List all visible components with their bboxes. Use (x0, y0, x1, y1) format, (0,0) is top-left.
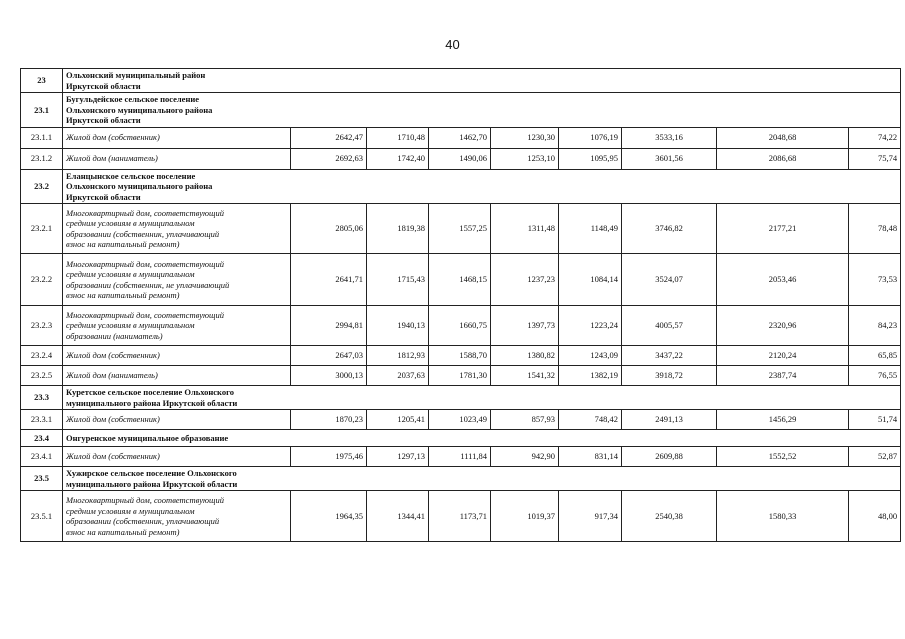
value-cell: 857,93 (491, 410, 559, 430)
value-cell: 1237,23 (491, 254, 559, 306)
value-cell: 2177,21 (717, 204, 849, 254)
value-cell: 2994,81 (291, 306, 367, 346)
section-code: 23.5 (21, 467, 63, 491)
table-row (21, 366, 901, 386)
value-cell: 1812,93 (367, 346, 429, 366)
table-row (21, 148, 901, 169)
value-cell: 1344,41 (367, 491, 429, 542)
value-cell: 1205,41 (367, 410, 429, 430)
value-cell: 4005,57 (622, 306, 717, 346)
value-cell: 2086,68 (717, 148, 849, 169)
table-body (21, 69, 901, 542)
value-cell: 52,87 (849, 447, 901, 467)
value-cell: 78,48 (849, 204, 901, 254)
section-row (21, 169, 901, 204)
value-cell: 3601,56 (622, 148, 717, 169)
value-cell: 1076,19 (559, 127, 622, 148)
value-cell: 2053,46 (717, 254, 849, 306)
value-cell: 1781,30 (429, 366, 491, 386)
table-row (21, 346, 901, 366)
row-description: Жилой дом (наниматель) (63, 148, 291, 169)
section-title: Куретское сельское поселение Ольхонского муниципального района Иркутской области (63, 386, 901, 410)
value-cell: 1253,10 (491, 148, 559, 169)
tariff-table (20, 68, 901, 542)
value-cell: 1230,30 (491, 127, 559, 148)
value-cell: 3524,07 (622, 254, 717, 306)
row-description: Жилой дом (собственник) (63, 346, 291, 366)
table-row (21, 204, 901, 254)
value-cell: 3918,72 (622, 366, 717, 386)
table-row (21, 127, 901, 148)
row-code: 23.2.4 (21, 346, 63, 366)
value-cell: 2647,03 (291, 346, 367, 366)
row-code: 23.5.1 (21, 491, 63, 542)
row-code: 23.2.2 (21, 254, 63, 306)
row-code: 23.2.1 (21, 204, 63, 254)
row-code: 23.2.3 (21, 306, 63, 346)
page-number: 40 (445, 37, 460, 52)
value-cell: 1223,24 (559, 306, 622, 346)
value-cell: 2609,88 (622, 447, 717, 467)
section-title: Онгуренское муниципальное образование (63, 430, 901, 447)
value-cell: 831,14 (559, 447, 622, 467)
table-row (21, 491, 901, 542)
value-cell: 2641,71 (291, 254, 367, 306)
value-cell: 1541,32 (491, 366, 559, 386)
value-cell: 51,74 (849, 410, 901, 430)
value-cell: 2805,06 (291, 204, 367, 254)
value-cell: 2387,74 (717, 366, 849, 386)
value-cell: 3533,16 (622, 127, 717, 148)
value-cell: 65,85 (849, 346, 901, 366)
section-row (21, 93, 901, 128)
value-cell: 1552,52 (717, 447, 849, 467)
section-row (21, 386, 901, 410)
value-cell: 1095,95 (559, 148, 622, 169)
value-cell: 1380,82 (491, 346, 559, 366)
value-cell: 1819,38 (367, 204, 429, 254)
value-cell: 1557,25 (429, 204, 491, 254)
table-row (21, 410, 901, 430)
row-code: 23.4.1 (21, 447, 63, 467)
value-cell: 1111,84 (429, 447, 491, 467)
value-cell: 76,55 (849, 366, 901, 386)
section-code: 23.4 (21, 430, 63, 447)
row-description: Многоквартирный дом, соответствующий средним условиям в муниципальном образовании (наниматель) (63, 306, 291, 346)
row-code: 23.1.2 (21, 148, 63, 169)
table-row (21, 254, 901, 306)
value-cell: 942,90 (491, 447, 559, 467)
row-code: 23.2.5 (21, 366, 63, 386)
value-cell: 1660,75 (429, 306, 491, 346)
value-cell: 1173,71 (429, 491, 491, 542)
value-cell: 1148,49 (559, 204, 622, 254)
value-cell: 84,23 (849, 306, 901, 346)
value-cell: 74,22 (849, 127, 901, 148)
value-cell: 1019,37 (491, 491, 559, 542)
value-cell: 2037,63 (367, 366, 429, 386)
value-cell: 1023,49 (429, 410, 491, 430)
value-cell: 1715,43 (367, 254, 429, 306)
value-cell: 73,53 (849, 254, 901, 306)
value-cell: 1397,73 (491, 306, 559, 346)
value-cell: 1870,23 (291, 410, 367, 430)
value-cell: 1456,29 (717, 410, 849, 430)
section-title: Хужирское сельское поселение Ольхонского муниципального района Иркутской области (63, 467, 901, 491)
value-cell: 1462,70 (429, 127, 491, 148)
value-cell: 1588,70 (429, 346, 491, 366)
section-title: Ольхонский муниципальный район Иркутской области (63, 69, 901, 93)
row-description: Многоквартирный дом, соответствующий средним условиям в муниципальном образовании (собственник, уплачивающий взнос на капитальный ремонт) (63, 491, 291, 542)
value-cell: 1311,48 (491, 204, 559, 254)
value-cell: 748,42 (559, 410, 622, 430)
row-code: 23.3.1 (21, 410, 63, 430)
section-code: 23.1 (21, 93, 63, 128)
value-cell: 2320,96 (717, 306, 849, 346)
value-cell: 2540,38 (622, 491, 717, 542)
section-title: Бугульдейское сельское поселение Ольхонского муниципального района Иркутской области (63, 93, 901, 128)
row-code: 23.1.1 (21, 127, 63, 148)
value-cell: 3746,82 (622, 204, 717, 254)
value-cell: 2642,47 (291, 127, 367, 148)
value-cell: 1490,06 (429, 148, 491, 169)
section-code: 23.3 (21, 386, 63, 410)
value-cell: 3000,13 (291, 366, 367, 386)
value-cell: 1742,40 (367, 148, 429, 169)
value-cell: 1940,13 (367, 306, 429, 346)
row-description: Жилой дом (собственник) (63, 410, 291, 430)
value-cell: 1975,46 (291, 447, 367, 467)
section-row (21, 430, 901, 447)
value-cell: 48,00 (849, 491, 901, 542)
row-description: Многоквартирный дом, соответствующий средним условиям в муниципальном образовании (собственник, уплачивающий взнос на капитальный ремонт) (63, 204, 291, 254)
section-code: 23.2 (21, 169, 63, 204)
row-description: Жилой дом (собственник) (63, 447, 291, 467)
value-cell: 3437,22 (622, 346, 717, 366)
section-title: Еланцынское сельское поселение Ольхонского муниципального района Иркутской области (63, 169, 901, 204)
value-cell: 1382,19 (559, 366, 622, 386)
value-cell: 1710,48 (367, 127, 429, 148)
section-code: 23 (21, 69, 63, 93)
section-row (21, 467, 901, 491)
value-cell: 1297,13 (367, 447, 429, 467)
row-description: Многоквартирный дом, соответствующий средним условиям в муниципальном образовании (собственник, не уплачивающий взнос на капитальный ремонт) (63, 254, 291, 306)
section-row (21, 69, 901, 93)
value-cell: 2491,13 (622, 410, 717, 430)
row-description: Жилой дом (наниматель) (63, 366, 291, 386)
table-row (21, 447, 901, 467)
value-cell: 2048,68 (717, 127, 849, 148)
value-cell: 1964,35 (291, 491, 367, 542)
value-cell: 75,74 (849, 148, 901, 169)
table-row (21, 306, 901, 346)
value-cell: 2692,63 (291, 148, 367, 169)
row-description: Жилой дом (собственник) (63, 127, 291, 148)
value-cell: 1243,09 (559, 346, 622, 366)
value-cell: 1580,33 (717, 491, 849, 542)
value-cell: 1084,14 (559, 254, 622, 306)
value-cell: 2120,24 (717, 346, 849, 366)
value-cell: 917,34 (559, 491, 622, 542)
value-cell: 1468,15 (429, 254, 491, 306)
